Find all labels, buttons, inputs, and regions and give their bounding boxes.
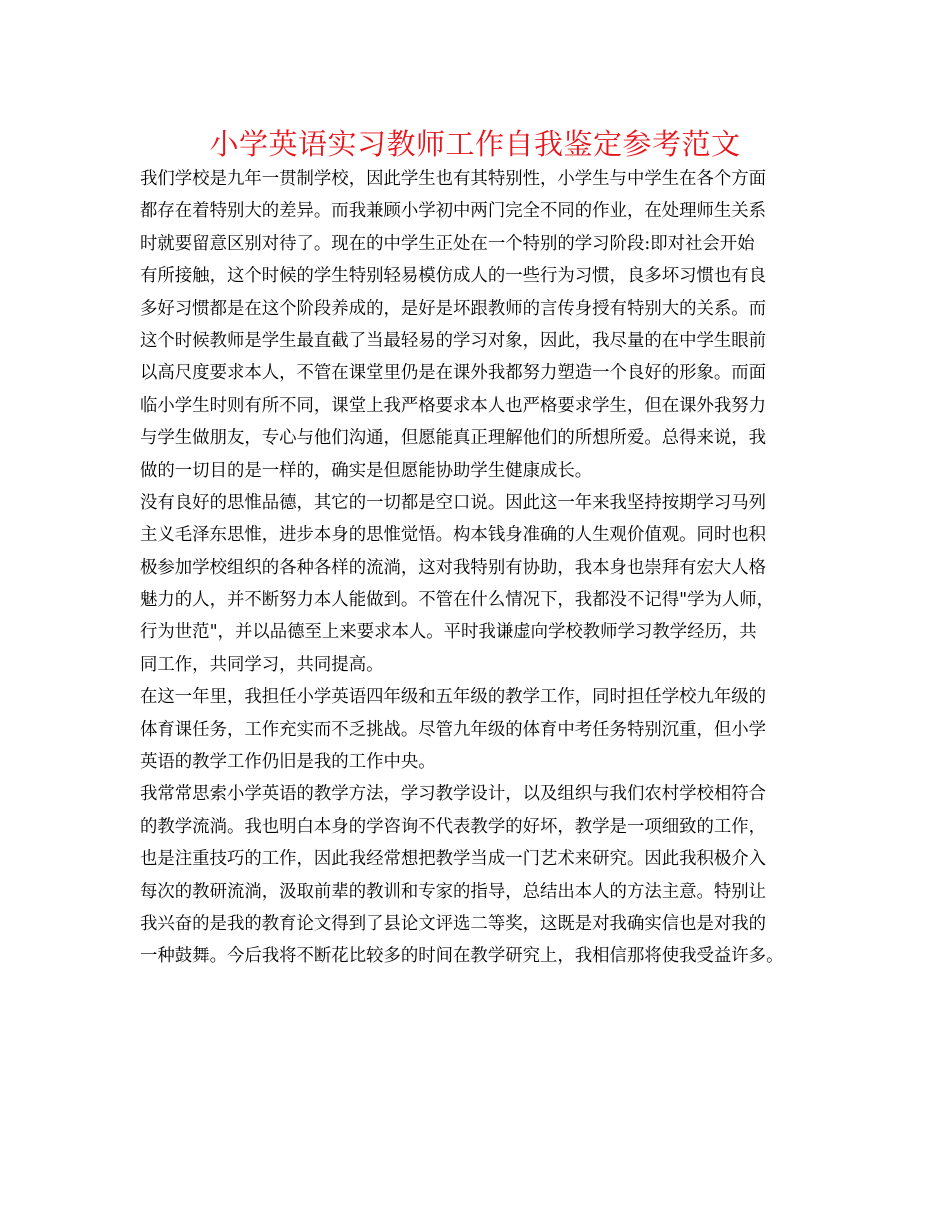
text-line: 行为世范"，并以品德至上来要求本人。平时我谦虚向学校教师学习教学经历，共 <box>140 622 757 643</box>
text-line: 做的一切目的是一样的，确实是但愿能协助学生健康成长。 <box>140 460 593 481</box>
text-line: 有所接触，这个时候的学生特别轻易模仿成人的一些行为习惯，良多坏习惯也有良 <box>140 266 767 287</box>
text-line: 体育课任务，工作充实而不乏挑战。尽管九年级的体育中考任务特别沉重，但小学 <box>140 719 767 740</box>
text-line: 英语的教学工作仍旧是我的工作中央。 <box>140 752 436 773</box>
text-line: 这个时候教师是学生最直截了当最轻易的学习对象，因此，我尽量的在中学生眼前 <box>140 330 767 351</box>
text-line: 临小学生时则有所不同，课堂上我严格要求本人也严格要求学生，但在课外我努力 <box>140 395 767 416</box>
text-line: 没有良好的思惟品德，其它的一切都是空口说。因此这一年来我坚持按期学习马列 <box>140 492 767 513</box>
text-line: 我常常思索小学英语的教学方法，学习教学设计，以及组织与我们农村学校相符合 <box>140 784 767 805</box>
text-line: 一种鼓舞。今后我将不断花比较多的时间在教学研究上，我相信那将使我受益许多。 <box>140 946 784 967</box>
text-line: 的教学流淌。我也明白本身的学咨询不代表教学的好坏，教学是一项细致的工作， <box>140 816 767 837</box>
text-line: 以高尺度要求本人，不管在课堂里仍是在课外我都努力塑造一个良好的形象。而面 <box>140 363 767 384</box>
text-line: 我们学校是九年一贯制学校，因此学生也有其特别性，小学生与中学生在各个方面 <box>140 169 767 189</box>
text-line: 我兴奋的是我的教育论文得到了县论文评选二等奖，这既是对我确实信也是对我的 <box>140 913 767 934</box>
text-line: 与学生做朋友，专心与他们沟通，但愿能真正理解他们的所想所爱。总得来说，我 <box>140 428 767 449</box>
document-title: 小学英语实习教师工作自我鉴定参考范文 <box>209 127 741 161</box>
document-body <box>140 163 830 973</box>
text-line: 也是注重技巧的工作，因此我经常想把教学当成一门艺术来研究。因此我积极介入 <box>140 849 767 870</box>
text-line: 在这一年里，我担任小学英语四年级和五年级的教学工作，同时担任学校九年级的 <box>140 687 767 708</box>
text-line: 时就要留意区别对待了。现在的中学生正处在一个特别的学习阶段:即对社会开始 <box>140 233 755 254</box>
text-line: 主义毛泽东思惟，进步本身的思惟觉悟。构本钱身准确的人生观价值观。同时也积 <box>140 525 767 546</box>
text-line: 多好习惯都是在这个阶段养成的，是好是坏跟教师的言传身授有特别大的关系。而 <box>140 298 767 319</box>
text-line: 极参加学校组织的各种各样的流淌，这对我特别有协助，我本身也崇拜有宏大人格 <box>140 557 767 578</box>
text-line: 每次的教研流淌，汲取前辈的教训和专家的指导，总结出本人的方法主意。特别让 <box>140 881 767 902</box>
text-line: 同工作，共同学习，共同提高。 <box>140 654 384 675</box>
text-line: 魅力的人，并不断努力本人能做到。不管在什么情况下，我都没不记得"学为人师， <box>140 590 775 611</box>
text-line: 都存在着特别大的差异。而我兼顾小学初中两门完全不同的作业，在处理师生关系 <box>140 201 767 222</box>
